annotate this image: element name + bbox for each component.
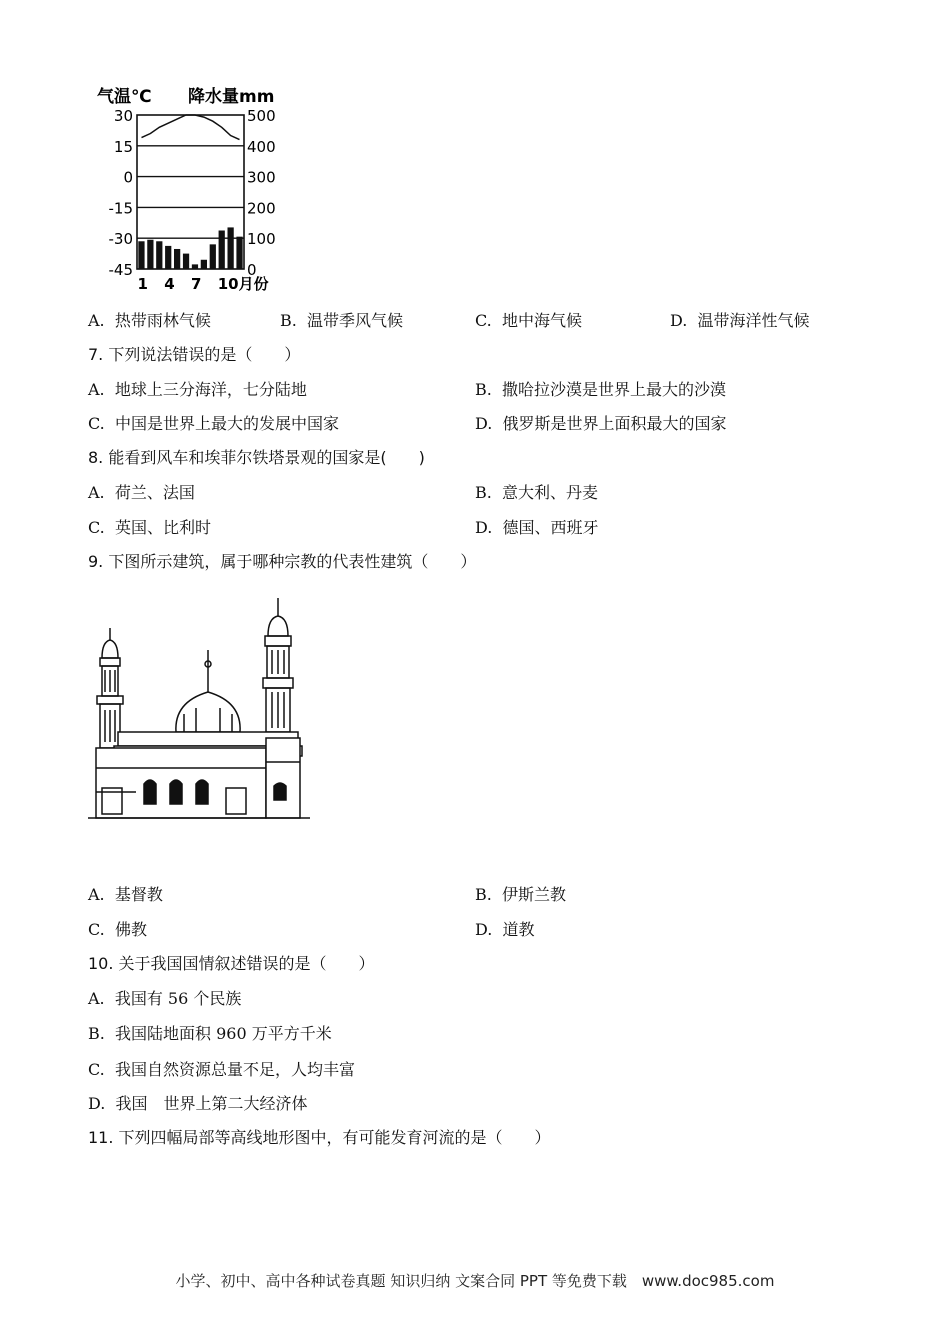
q6-option-a: A. 热带雨林气候 bbox=[88, 311, 211, 330]
q10-option-d: D. 我国 世界上第二大经济体 bbox=[88, 1094, 308, 1113]
q8-option-b: B. 意大利、丹麦 bbox=[475, 483, 599, 502]
q7-option-a: A. 地球上三分海洋，七分陆地 bbox=[88, 380, 307, 399]
q9-option-b: B. 伊斯兰教 bbox=[475, 885, 567, 904]
q7-option-c: C. 中国是世界上最大的发展中国家 bbox=[88, 414, 339, 433]
q10-option-c: C. 我国自然资源总量不足，人均丰富 bbox=[88, 1060, 355, 1079]
left-tick-label: -30 bbox=[108, 230, 133, 249]
precip-bar bbox=[174, 249, 180, 269]
q9-stem: 9. 下图所示建筑，属于哪种宗教的代表性建筑（ ） bbox=[88, 552, 477, 571]
precip-bar bbox=[219, 231, 225, 270]
q9-option-c: C. 佛教 bbox=[88, 920, 147, 939]
left-tick-label: -15 bbox=[108, 199, 133, 218]
q9-option-a: A. 基督教 bbox=[88, 885, 163, 904]
precip-bar bbox=[210, 244, 216, 269]
right-tick-label: 500 bbox=[247, 107, 276, 125]
precip-bar bbox=[156, 241, 162, 269]
left-tick-label: 15 bbox=[113, 137, 133, 156]
precip-bar bbox=[165, 246, 171, 269]
precip-bar bbox=[147, 240, 153, 269]
precip-bar bbox=[192, 264, 198, 269]
q8-option-a: A. 荷兰、法国 bbox=[88, 483, 195, 502]
left-tick-label: -45 bbox=[108, 261, 133, 279]
precip-bar bbox=[201, 260, 207, 269]
precip-bar bbox=[138, 241, 144, 269]
q7-option-b: B. 撒哈拉沙漠是世界上最大的沙漠 bbox=[475, 380, 727, 399]
right-tick-label: 0 bbox=[247, 261, 257, 279]
q7-option-d: D. 俄罗斯是世界上面积最大的国家 bbox=[475, 414, 727, 433]
month-labels bbox=[137, 275, 268, 293]
month-label: 10月份 bbox=[217, 275, 269, 293]
q6-option-b: B. 温带季风气候 bbox=[280, 311, 404, 330]
month-label: 7 bbox=[190, 275, 202, 293]
page-footer: 小学、初中、高中各种试卷真题 知识归纳 文案合同 PPT 等免费下载 www.doc985.com bbox=[175, 1272, 775, 1290]
q10-stem: 10. 关于我国国情叙述错误的是（ ） bbox=[88, 954, 375, 973]
q10-option-b: B. 我国陆地面积 960 万平方千米 bbox=[88, 1024, 332, 1043]
climate-chart bbox=[92, 82, 292, 294]
q8-stem: 8. 能看到风车和埃菲尔铁塔景观的国家是( ) bbox=[88, 448, 425, 467]
q9-option-d: D. 道教 bbox=[475, 920, 535, 939]
chart-precip-label: 降水量mm bbox=[188, 87, 275, 107]
mosque-illustration bbox=[88, 592, 312, 828]
precip-bar bbox=[236, 237, 242, 269]
q6-option-d: D. 温带海洋性气候 bbox=[670, 311, 810, 330]
left-tick-label: 30 bbox=[113, 107, 133, 125]
right-tick-label: 200 bbox=[247, 199, 276, 218]
right-axis-ticks bbox=[247, 107, 276, 279]
precipitation-bars bbox=[138, 227, 242, 269]
q10-option-a: A. 我国有 56 个民族 bbox=[88, 989, 242, 1008]
left-axis-ticks bbox=[109, 107, 134, 279]
q6-option-c: C. 地中海气候 bbox=[475, 311, 582, 330]
left-tick-label: 0 bbox=[123, 168, 133, 187]
precip-bar bbox=[228, 227, 234, 269]
right-tick-label: 300 bbox=[247, 168, 276, 187]
q11-stem: 11. 下列四幅局部等高线地形图中，有可能发育河流的是（ ） bbox=[88, 1128, 551, 1147]
month-label: 4 bbox=[164, 275, 175, 293]
temperature-line bbox=[142, 115, 240, 140]
q8-option-d: D. 德国、西班牙 bbox=[475, 518, 599, 537]
q7-stem: 7. 下列说法错误的是（ ） bbox=[88, 345, 301, 364]
chart-temp-label: 气温℃ bbox=[97, 87, 152, 107]
precip-bar bbox=[183, 254, 189, 269]
q8-option-c: C. 英国、比利时 bbox=[88, 518, 211, 537]
month-label: 1 bbox=[137, 275, 148, 293]
right-tick-label: 100 bbox=[247, 230, 276, 249]
right-tick-label: 400 bbox=[247, 137, 276, 156]
